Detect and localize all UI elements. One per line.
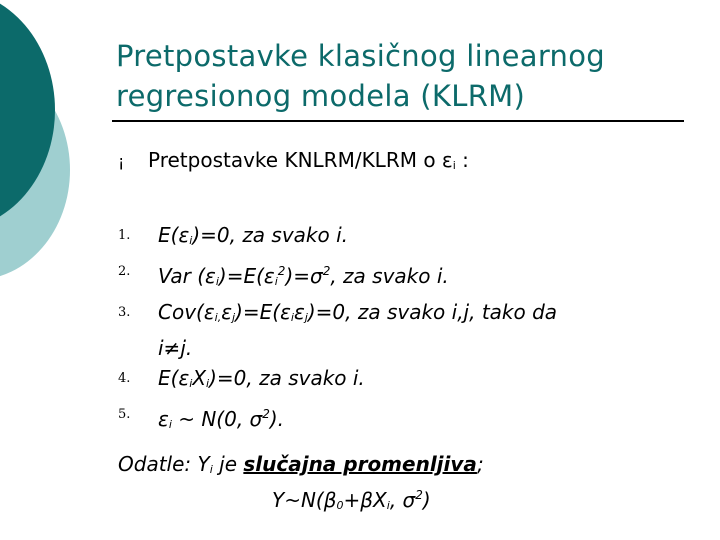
main-bullet-text: Pretpostavke KNLRM/KLRM o ε [148, 148, 453, 172]
main-bullet [118, 148, 469, 172]
item-sub: i [168, 418, 172, 431]
item-text: )=0, za svako i,j, tako da [307, 300, 558, 324]
item-sub: j [304, 311, 308, 324]
formula-text: , σ [389, 488, 416, 512]
item-text: )=σ [285, 264, 323, 288]
item-sub: i [189, 234, 193, 247]
formula-sub: i [386, 499, 390, 512]
item-number: 5. [118, 407, 131, 422]
item-sub: j [232, 311, 236, 324]
item-text: , za svako i. [330, 264, 449, 288]
item-sub: i [215, 275, 219, 288]
conclusion-emphasis: slučajna promenljiva [243, 452, 477, 476]
conclusion-sub: i [209, 463, 213, 476]
assumption-item-3 [118, 297, 678, 363]
formula-sup: 2 [415, 488, 423, 502]
assumption-item-4 [118, 363, 678, 399]
assumption-item-2 [118, 256, 678, 297]
item-number: 1. [118, 228, 131, 243]
item-text: ε [221, 300, 233, 324]
main-bullet-tail: : [455, 148, 469, 172]
main-bullet-sub: i [452, 159, 456, 172]
item-text: ~ N(0, σ [171, 407, 263, 431]
slide-title [116, 36, 696, 116]
bullet-circle-icon: ¡ [118, 152, 125, 171]
item-text: Cov(ε [158, 300, 215, 324]
conclusion-text: je [212, 452, 244, 476]
assumption-item-1 [118, 220, 678, 256]
item-number: 2. [118, 264, 131, 279]
item-text: ). [269, 407, 285, 431]
assumption-item-5 [118, 399, 678, 440]
item-text: )=E(ε [218, 264, 275, 288]
item-text: Var (ε [158, 264, 216, 288]
item-text: )=0, za svako i. [192, 223, 349, 247]
item-text: )=E(ε [235, 300, 291, 324]
item-sup: 2 [322, 264, 331, 278]
formula-sub: 0 [336, 499, 344, 512]
item-number: 3. [118, 305, 131, 320]
title-line-1: Pretpostavke klasičnog linearnog [116, 39, 605, 73]
item-continuation: i≠j. [158, 336, 193, 360]
item-sub: i, [214, 311, 222, 324]
formula-text: Y~N(β [272, 488, 337, 512]
item-sub: i [206, 377, 210, 390]
item-sup: 2 [277, 264, 286, 278]
item-sub: i [189, 377, 193, 390]
item-sub: i [290, 311, 294, 324]
item-sub: i [274, 275, 278, 288]
title-line-2: regresionog modela (KLRM) [116, 79, 526, 113]
item-number: 4. [118, 371, 131, 386]
assumption-list [118, 220, 678, 440]
item-text: )=0, za svako i. [209, 366, 365, 390]
distribution-formula [272, 488, 431, 512]
item-text: ε [293, 300, 305, 324]
item-sup: 2 [262, 407, 270, 421]
formula-text: +βX [343, 488, 387, 512]
conclusion-text: Odatle: Y [118, 452, 210, 476]
conclusion-text: ; [476, 452, 484, 476]
item-text: E(ε [158, 223, 190, 247]
item-text: X [192, 366, 207, 390]
conclusion-line [118, 452, 484, 476]
title-divider [112, 120, 684, 122]
item-text: E(ε [158, 366, 190, 390]
formula-text: ) [422, 488, 431, 512]
item-text: ε [158, 407, 169, 431]
